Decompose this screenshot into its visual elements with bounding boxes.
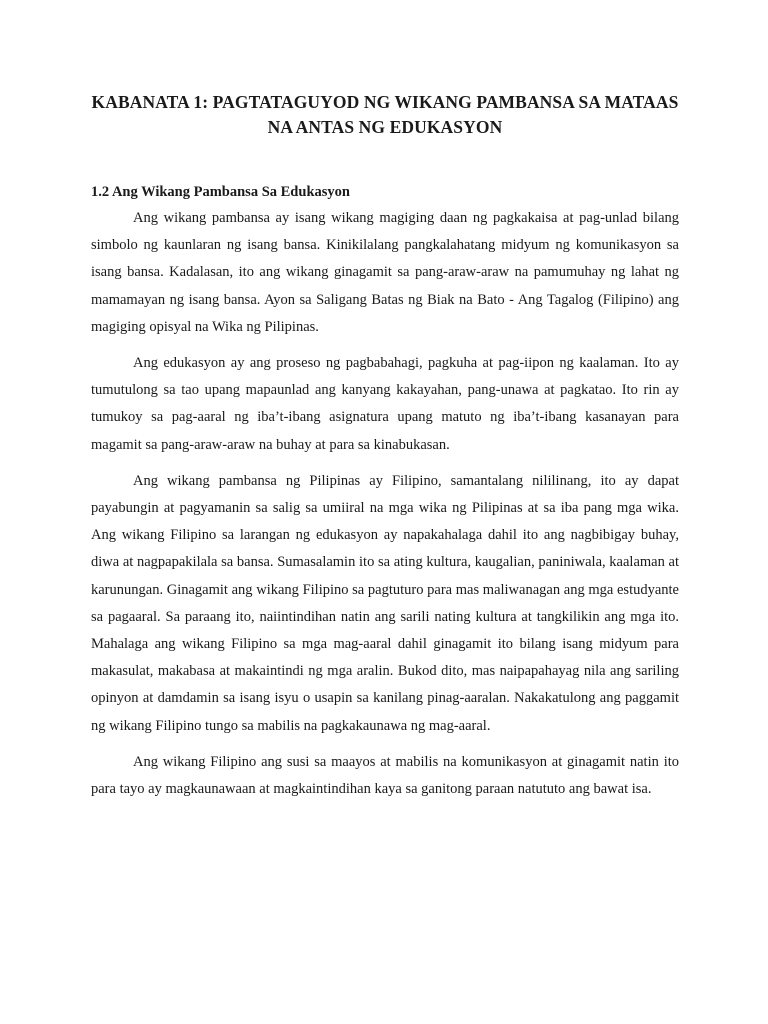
- paragraph-3: Ang wikang pambansa ng Pilipinas ay Filipino, samantalang nililinang, ito ay dapat payabungin at pagyamanin sa salig sa umiiral na mga wika ng Pilipinas at sa iba pang mga wika. Ang wikang Filipino sa larangan ng edukasyon ay napakahalaga dahil ito ang nagbibigay buhay, diwa at nagpapakilala sa bansa. Sumasalamin ito sa ating kultura, kaugalian, paniniwala, kaalaman at karunungan. Ginagamit ang wikang Filipino sa pagtuturo para mas maliwanagan ang mga estudyante sa pagaaral. Sa paraang ito, naiintindihan natin ang sarili nating kultura at tangkilikin ang mga ito. Mahalaga ang wikang Filipino sa mga mag-aaral dahil ginagamit ito bilang isang midyum para makasulat, makabasa at makaintindi ng mga aralin. Bukod dito, mas naipapahayag nila ang sariling opinyon at damdamin sa isang isyu o usapin sa kanilang pinag-aaralan. Nakakatulong ang paggamit ng wikang Filipino tungo sa mabilis na pagkakaunawa ng mag-aaral.: [91, 472, 679, 734]
- paragraph-4: Ang wikang Filipino ang susi sa maayos at mabilis na komunikasyon at ginagamit natin ito para tayo ay magkaunawaan at magkaintindihan kaya sa ganitong paraan natututo ang bawat isa.: [91, 753, 679, 798]
- section-heading: 1.2 Ang Wikang Pambansa Sa Edukasyon: [91, 184, 350, 200]
- chapter-title: KABANATA 1: PAGTATAGUYOD NG WIKANG PAMBANSA SA MATAAS NA ANTAS NG EDUKASYON: [91, 92, 679, 137]
- paragraph-1: Ang wikang pambansa ay isang wikang magiging daan ng pagkakaisa at pag-unlad bilang simbolo ng kaunlaran ng isang bansa. Kinikilalang pangkalahatang midyum ng komunikasyon sa isang bansa. Kadalasan, ito ang wikang ginagamit sa pang-araw-araw na pamumuhay ng lahat ng mamamayan ng isang bansa. Ayon sa Saligang Batas ng Biak na Bato - Ang Tagalog (Filipino) ang magiging opisyal na Wika ng Pilipinas.: [91, 210, 679, 335]
- document-page: [91, 90, 679, 803]
- paragraph-2: Ang edukasyon ay ang proseso ng pagbabahagi, pagkuha at pag-iipon ng kaalaman. Ito ay tumutulong sa tao upang mapaunlad ang kanyang kakayahan, pang-unawa at pagkatao. Ito rin ay tumukoy sa pag-aaral ng iba’t-ibang asignatura upang matuto ng iba’t-ibang kasanayan para magamit sa pang-araw-araw na buhay at para sa kinabukasan.: [91, 355, 679, 453]
